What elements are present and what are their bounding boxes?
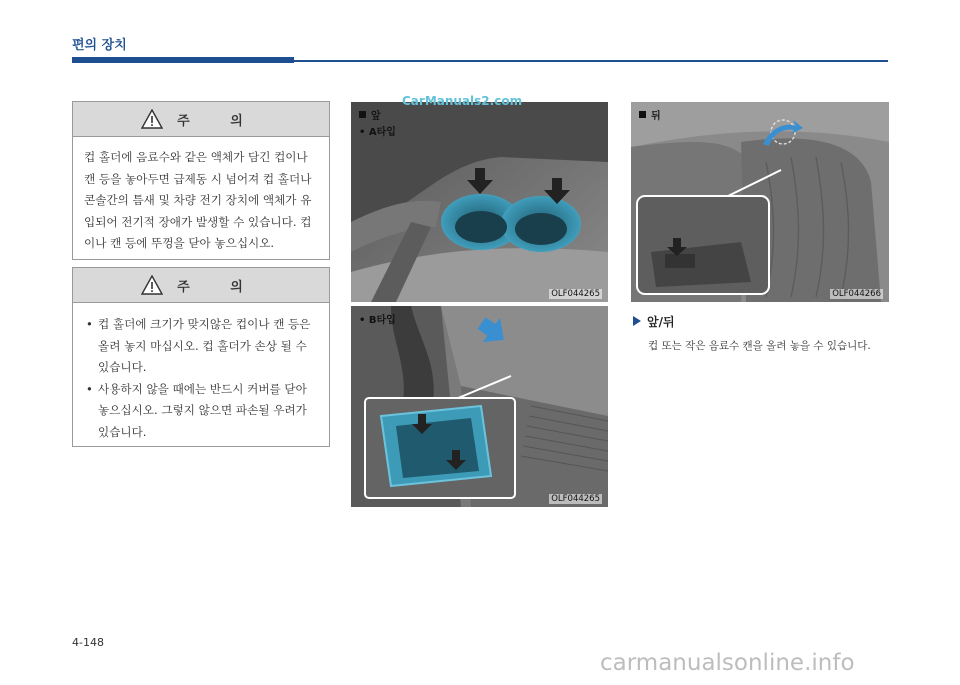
header-rule-thick <box>72 57 294 63</box>
warning-icon <box>141 109 163 129</box>
figure-code: OLF044265 <box>551 289 600 299</box>
caution-text: 컵 홀더에 음료수와 같은 액체가 담긴 컵이나 캔 등을 놓아두면 급제동 시 넘어져 컵 홀더나 콘솔간의 틈새 및 차량 전기 장치에 액체가 유입되어 전기적 장애가 발생할 수 있습니다. 컵이나 캔 등에 뚜껑을 닫아 놓으십시오. <box>84 150 312 250</box>
header-rule-thin <box>294 60 888 62</box>
caution-bullet-item: • 컵 홀더에 크기가 맞지않은 컵이나 캔 등은 올려 놓지 마십시오. 컵 홀더가 손상 될 수 있습니다. <box>84 314 320 379</box>
caution-box-1 <box>72 101 330 260</box>
caution-title: 주 의 <box>177 113 261 129</box>
subsection-title: 앞/뒤 <box>633 313 675 330</box>
figure-type-label: B타입 <box>368 315 396 326</box>
section-square-icon <box>639 111 646 118</box>
section-square-icon <box>359 111 366 118</box>
caution-header <box>73 268 329 303</box>
cupholder-b-illustration <box>351 306 608 507</box>
watermark-top: CarManuals2.com <box>402 94 523 108</box>
photo-front-cupholder-a: 앞 • A타입 OLF044265 <box>351 102 608 302</box>
warning-icon <box>141 275 163 295</box>
caution-bullet-list <box>84 314 320 443</box>
subsection-text: 컵 또는 작은 음료수 캔을 올려 놓을 수 있습니다. <box>648 340 871 352</box>
figure-code: OLF044265 <box>551 494 600 504</box>
page-number: 4-148 <box>72 636 104 649</box>
triangle-bullet-icon <box>633 316 641 326</box>
watermark-bottom: carmanualsonline.info <box>600 650 855 676</box>
caution-bullet-item: • 사용하지 않을 때에는 반드시 커버를 닫아 놓으십시오. 그렇지 않으면 파손될 우려가 있습니다. <box>84 379 320 444</box>
photo-front-cupholder-b: • B타입 OLF044265 <box>351 306 608 507</box>
figure-section-label: 뒤 <box>651 111 661 122</box>
figure-code: OLF044266 <box>832 289 881 299</box>
rear-cupholder-illustration <box>631 102 889 302</box>
caution-header <box>73 102 329 137</box>
figure-section-label: 앞 <box>371 111 381 122</box>
photo-rear-cupholder <box>631 102 889 302</box>
caution-title: 주 의 <box>177 279 261 295</box>
caution-box-2 <box>72 267 330 447</box>
figure-type-label: A타입 <box>368 127 396 138</box>
page-section-title: 편의 장치 <box>72 38 127 53</box>
